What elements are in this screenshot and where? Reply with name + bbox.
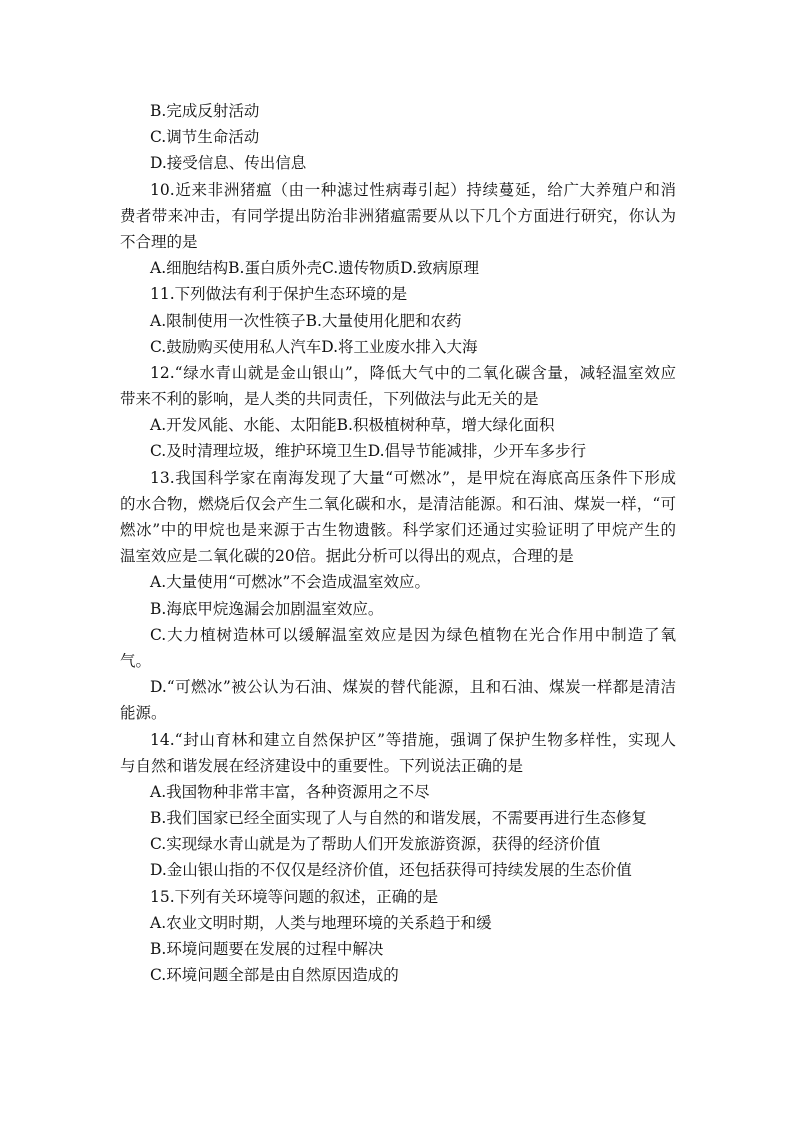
text-line: A.我国物种非常丰富，各种资源用之不尽 [150,782,430,801]
text-line: 15.下列有关环境等问题的叙述，正确的是 [150,887,439,906]
text-line: C.及时清理垃圾，维护环境卫生D.倡导节能减排，少开车多步行 [150,442,587,461]
text-line: 12.“绿水青山就是金山银山”，降低大气中的二氧化碳含量，减轻温室效应 [150,363,676,382]
text-line: D.接受信息、传出信息 [150,154,307,173]
text-line: 14.“封山育林和建立自然保护区”等措施，强调了保护生物多样性，实现人 [150,730,676,749]
text-line: C.调节生命活动 [150,128,260,147]
text-line: D.金山银山指的不仅仅是经济价值，还包括获得可持续发展的生态价值 [150,861,632,880]
text-line: A.农业文明时期，人类与地理环境的关系趋于和缓 [150,913,492,932]
text-line: C.大力植树造林可以缓解温室效应是因为绿色植物在光合作用中制造了氧 [150,625,676,644]
text-line: B.我们国家已经全面实现了人与自然的和谐发展，不需要再进行生态修复 [150,809,647,828]
text-line: 燃冰”中的甲烷也是来源于古生物遗骸。科学家们还通过实验证明了甲烷产生的 [120,521,676,539]
text-line: B.完成反射活动 [150,102,260,120]
text-line: C.鼓励购买使用私人汽车D.将工业废水排入大海 [150,337,478,356]
text-line: D.“可燃冰”被公认为石油、煤炭的替代能源，且和石油、煤炭一样都是清洁 [150,678,676,697]
text-line: A.大量使用“可燃冰”不会造成温室效应。 [150,573,430,592]
text-line: 11.下列做法有利于保护生态环境的是 [150,285,408,304]
text-line: 的水合物，燃烧后仅会产生二氧化碳和水，是清洁能源。和石油、煤炭一样，“可 [120,494,676,513]
text-line: B.环境问题要在发展的过程中解决 [150,940,384,958]
question-text-block [120,98,676,988]
text-line: 不合理的是 [120,232,198,251]
text-line: 能源。 [120,704,167,723]
text-line: A.开发风能、水能、太阳能B.积极植树种草，增大绿化面积 [150,416,555,435]
text-line: 带来不利的影响，是人类的共同责任，下列做法与此无关的是 [120,390,539,409]
text-line: 气。 [120,651,152,670]
text-line: C.实现绿水青山就是为了帮助人们开发旅游资源，获得的经济价值 [150,835,601,854]
text-line: A.细胞结构B.蛋白质外壳C.遗传物质D.致病原理 [150,259,479,278]
text-line: 10.近来非洲猪瘟（由一种滤过性病毒引起）持续蔓延，给广大养殖户和消 [150,180,676,199]
text-line: 温室效应是二氧化碳的20倍。据此分析可以得出的观点，合理的是 [120,547,574,566]
text-line: B.海底甲烷逸漏会加剧温室效应。 [150,599,384,618]
text-line: C.环境问题全部是由自然原因造成的 [150,966,399,985]
text-line: 与自然和谐发展在经济建设中的重要性。下列说法正确的是 [120,756,524,775]
text-line: 费者带来冲击，有同学提出防治非洲猪瘟需要从以下几个方面进行研究，你认为 [120,206,676,225]
text-line: 13.我国科学家在南海发现了大量“可燃冰”，是甲烷在海底高压条件下形成 [150,468,676,487]
text-line: A.限制使用一次性筷子B.大量使用化肥和农药 [150,311,462,330]
